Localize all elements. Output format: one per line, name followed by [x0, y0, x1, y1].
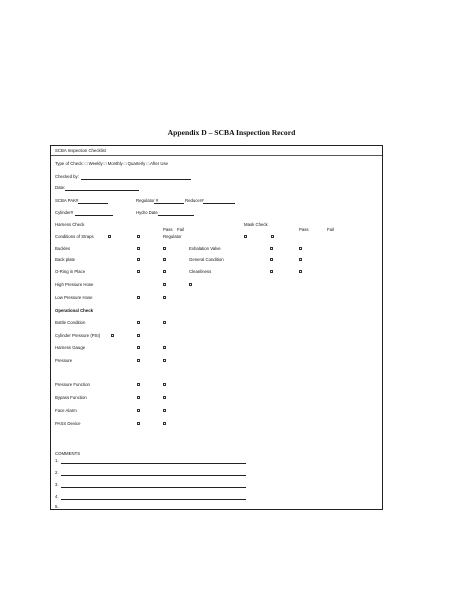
inspection-form: [50, 145, 383, 510]
harness-pass-checkbox[interactable]: [108, 235, 111, 238]
regulator-no-label: Regulator #: [136, 198, 159, 203]
harness-fail-checkbox[interactable]: [163, 258, 166, 261]
hydro-date-label: Hydro Date: [136, 210, 158, 215]
operational-item: Pressure Function: [55, 382, 90, 387]
checked-by-field[interactable]: [81, 179, 191, 180]
operational-fail-checkbox[interactable]: [163, 383, 166, 386]
operational-fail-checkbox[interactable]: [163, 359, 166, 362]
mask-pass-checkbox[interactable]: [270, 258, 273, 261]
operational-pass-checkbox[interactable]: [137, 409, 140, 412]
mask-fail-checkbox[interactable]: [299, 258, 302, 261]
comments-heading: COMMENTS: [55, 451, 81, 456]
harness-fail-checkbox[interactable]: [163, 270, 166, 273]
regulator-no-field[interactable]: [154, 203, 184, 204]
harness-item: Back plate: [55, 257, 76, 262]
date-label: Date:: [55, 185, 66, 190]
comment-number: 2.: [55, 470, 59, 475]
operational-fail-checkbox[interactable]: [163, 409, 166, 412]
mask-item: Exhalation Valve: [189, 246, 221, 251]
mask-pass-checkbox[interactable]: [270, 247, 273, 250]
cylinder-no-label: Cylinder#: [55, 210, 74, 215]
mask-pass-checkbox[interactable]: [270, 270, 273, 273]
comment-line[interactable]: [61, 499, 246, 500]
date-field[interactable]: [65, 190, 139, 191]
comment-number: 1.: [55, 458, 59, 463]
scba-pak-field[interactable]: [78, 203, 108, 204]
harness-pass-checkbox[interactable]: [163, 283, 166, 286]
operational-pass-checkbox[interactable]: [137, 359, 140, 362]
harness-pass-checkbox[interactable]: [137, 235, 140, 238]
operational-pass-checkbox[interactable]: [137, 422, 140, 425]
mask-item: General Condition: [189, 257, 224, 262]
operational-fail-checkbox[interactable]: [163, 321, 166, 324]
operational-item: Bypass Function: [55, 395, 87, 400]
comment-number: 5.: [55, 504, 59, 509]
operational-fail-checkbox[interactable]: [163, 422, 166, 425]
comment-line[interactable]: [61, 509, 246, 510]
harness-pass-checkbox[interactable]: [137, 247, 140, 250]
mask-fail-checkbox[interactable]: [299, 247, 302, 250]
harness-pass-checkbox[interactable]: [137, 296, 140, 299]
checked-by-label: Checked by:: [55, 174, 79, 179]
operational-pass-checkbox[interactable]: [111, 334, 114, 337]
comment-line[interactable]: [61, 475, 246, 476]
harness-item: High Pressure Hose: [55, 282, 94, 287]
operational-item: Harness Gauge: [55, 345, 86, 350]
scba-pak-label: SCBA PAK#: [55, 198, 79, 203]
mask-item: Cleanliness: [189, 269, 212, 274]
checklist-heading: SCBA Inspection Checklist: [55, 148, 106, 153]
comment-line[interactable]: [61, 463, 246, 464]
operational-item: Pressure: [55, 358, 73, 363]
cylinder-no-field[interactable]: [75, 215, 113, 216]
reducer-no-label: Reducer#: [185, 198, 204, 203]
document-title: Appendix D – SCBA Inspection Record: [167, 128, 296, 137]
mask-pass-checkbox[interactable]: [244, 235, 247, 238]
operational-pass-checkbox[interactable]: [137, 383, 140, 386]
harness-pass-checkbox[interactable]: [137, 258, 140, 261]
harness-item: Conditions of Straps: [55, 234, 94, 239]
type-of-check: Type of Check: □ Weekly □ Monthly □ Quarterly □ After Use: [55, 161, 168, 166]
harness-pass-checkbox[interactable]: [137, 270, 140, 273]
reducer-no-field[interactable]: [203, 203, 235, 204]
harness-pass-header: Pass: [163, 227, 173, 232]
comment-number: 4.: [55, 494, 59, 499]
mask-item: Regulator: [163, 234, 182, 239]
operational-item: Cylinder Pressure (PSI): [55, 333, 101, 338]
operational-fail-checkbox[interactable]: [163, 396, 166, 399]
operational-pass-checkbox[interactable]: [137, 346, 140, 349]
harness-fail-header: Fail: [177, 227, 184, 232]
operational-pass-checkbox[interactable]: [137, 321, 140, 324]
comment-number: 3.: [55, 482, 59, 487]
operational-item: Bottle Condition: [55, 320, 86, 325]
harness-check-heading: Harness Check: [55, 222, 85, 227]
hydro-date-field[interactable]: [158, 215, 194, 216]
operational-check-heading: Operational Check: [55, 308, 93, 313]
operational-fail-checkbox[interactable]: [137, 334, 140, 337]
harness-fail-checkbox[interactable]: [189, 283, 192, 286]
operational-fail-checkbox[interactable]: [163, 346, 166, 349]
comment-line[interactable]: [61, 487, 246, 488]
mask-pass-header: Pass: [299, 227, 309, 232]
harness-fail-checkbox[interactable]: [163, 247, 166, 250]
divider: [51, 155, 382, 156]
harness-fail-checkbox[interactable]: [163, 296, 166, 299]
operational-item: Face Alarm: [55, 408, 77, 413]
mask-fail-checkbox[interactable]: [299, 270, 302, 273]
operational-item: PASS Device: [55, 421, 81, 426]
mask-fail-checkbox[interactable]: [271, 235, 274, 238]
harness-item: O-Ring in Place: [55, 269, 86, 274]
harness-item: Buckles: [55, 246, 71, 251]
mask-check-heading: Mask Check: [244, 222, 268, 227]
operational-pass-checkbox[interactable]: [137, 396, 140, 399]
harness-item: Low Pressure Hose: [55, 295, 93, 300]
mask-fail-header: Fail: [327, 227, 334, 232]
